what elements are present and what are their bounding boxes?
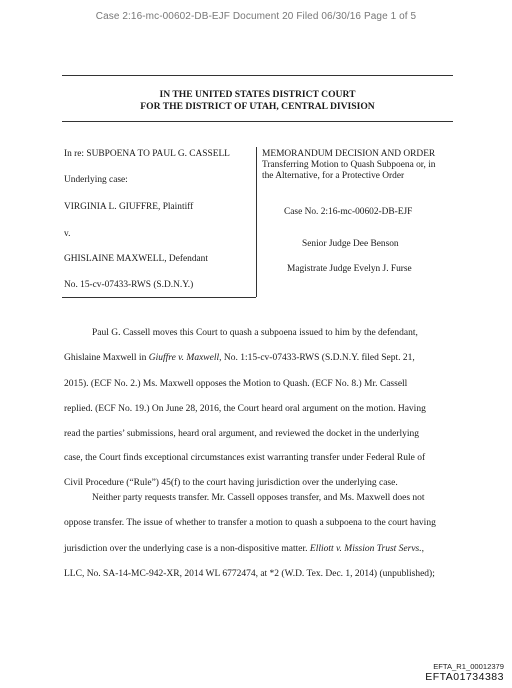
order-title: MEMORANDUM DECISION AND ORDER — [262, 149, 436, 159]
magistrate-judge: Magistrate Judge Evelyn J. Furse — [287, 264, 412, 274]
body-line: Paul G. Cassell moves this Court to quash a subpoena issued to him by the defendant, — [92, 328, 418, 338]
body-line: jurisdiction over the underlying case is a non-dispositive matter. Elliott v. Mission Trust Servs., — [64, 544, 424, 554]
case-number: Case No. 2:16-mc-00602-DB-EJF — [284, 207, 413, 217]
case-header-stamp: Case 2:16-mc-00602-DB-EJF Document 20 Filed 06/30/16 Page 1 of 5 — [95, 11, 417, 22]
versus-line: v. — [64, 229, 71, 239]
order-subtitle-line1: Transferring Motion to Quash Subpoena or, in — [262, 160, 436, 170]
court-name-line2: FOR THE DISTRICT OF UTAH, CENTRAL DIVISION — [140, 101, 375, 112]
body-line: Ghislaine Maxwell in Giuffre v. Maxwell, No. 1:15-cv-07433-RWS (S.D.N.Y. filed Sept. 21, — [64, 353, 415, 363]
caption-top-rule — [62, 121, 453, 122]
body-line: replied. (ECF No. 19.) On June 28, 2016, the Court heard oral argument on the motion. Having — [64, 404, 426, 414]
underlying-case-label: Underlying case: — [64, 175, 128, 185]
in-re-line: In re: SUBPOENA TO PAUL G. CASSELL — [64, 149, 230, 159]
body-line: Civil Procedure (“Rule”) 45(f) to the court having jurisdiction over the underlying case. — [64, 478, 398, 488]
body-line: Neither party requests transfer. Mr. Cassell opposes transfer, and Ms. Maxwell does not — [92, 493, 425, 503]
body-line: 2015). (ECF No. 2.) Ms. Maxwell opposes the Motion to Quash. (ECF No. 8.) Mr. Cassell — [64, 379, 408, 389]
top-rule — [62, 75, 453, 76]
senior-judge: Senior Judge Dee Benson — [302, 239, 399, 249]
defendant-line: GHISLAINE MAXWELL, Defendant — [64, 254, 208, 264]
caption-bottom-rule — [62, 297, 256, 298]
plaintiff-line: VIRGINIA L. GIUFFRE, Plaintiff — [64, 202, 194, 212]
body-line: LLC, No. SA-14-MC-942-XR, 2014 WL 6772474, at *2 (W.D. Tex. Dec. 1, 2014) (unpublished); — [64, 569, 435, 579]
body-line: read the parties’ submissions, heard oral argument, and reviewed the docket in the underlying — [64, 429, 419, 439]
court-name-line1: IN THE UNITED STATES DISTRICT COURT — [159, 89, 356, 100]
underlying-case-number: No. 15-cv-07433-RWS (S.D.N.Y.) — [64, 280, 194, 290]
efta-id: EFTA01734383 — [425, 671, 504, 683]
body-line: oppose transfer. The issue of whether to transfer a motion to quash a subpoena to the court having — [64, 518, 436, 528]
caption-divider — [256, 147, 257, 297]
efta-r1-id: EFTA_R1_00012379 — [433, 662, 504, 671]
body-line: case, the Court finds exceptional circumstances exist warranting transfer under Federal Rule of — [64, 453, 426, 463]
order-subtitle-line2: the Alternative, for a Protective Order — [262, 171, 405, 181]
